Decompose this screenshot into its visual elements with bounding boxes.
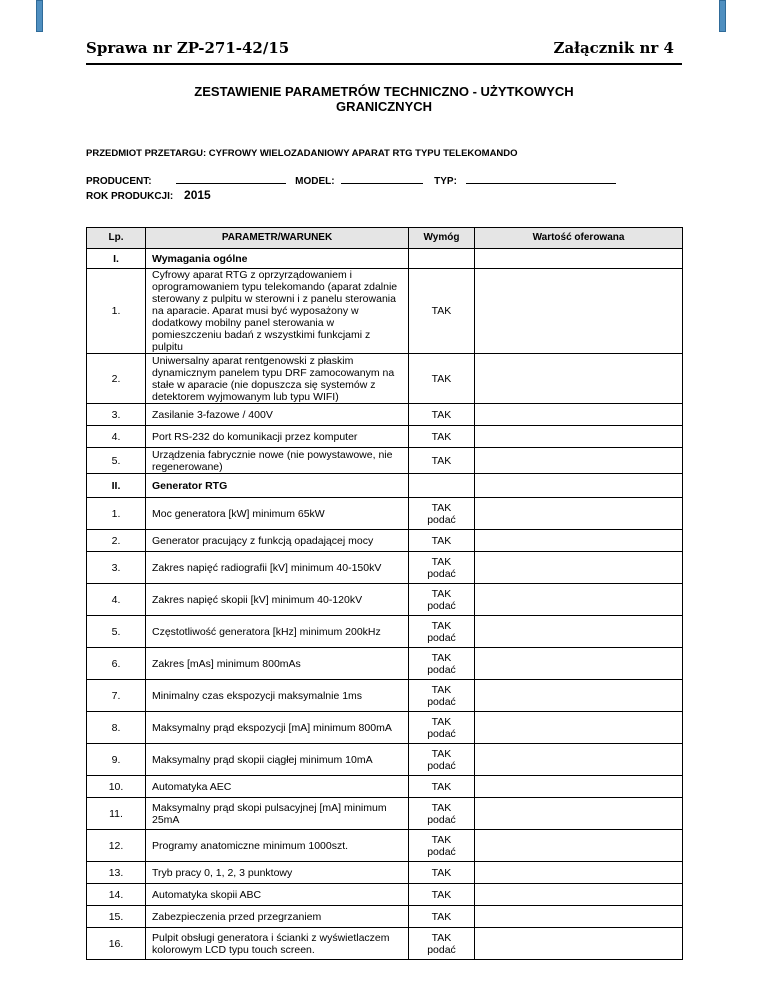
row-requirement: TAK [409, 776, 475, 798]
row-number: 7. [87, 680, 146, 712]
row-number: 3. [87, 552, 146, 584]
col-header-lp: Lp. [87, 228, 146, 249]
table-row [87, 776, 683, 798]
case-number: Sprawa nr ZP-271-42/15 [86, 39, 290, 57]
row-requirement: TAK podać [409, 680, 475, 712]
row-number: 14. [87, 884, 146, 906]
producer-line [86, 173, 616, 187]
attachment-number: Załącznik nr 4 [553, 39, 674, 57]
table-row [87, 448, 683, 474]
row-requirement [409, 249, 475, 269]
left-margin-bar [36, 0, 43, 32]
table-row [87, 862, 683, 884]
table-row [87, 498, 683, 530]
row-parameter: Moc generatora [kW] minimum 65kW [146, 498, 409, 530]
row-number: 4. [87, 584, 146, 616]
production-year-line [86, 188, 211, 202]
header-divider [86, 63, 682, 65]
row-number: I. [87, 249, 146, 269]
row-number: 16. [87, 928, 146, 960]
table-row [87, 906, 683, 928]
right-margin-bar [719, 0, 726, 32]
row-number: 2. [87, 530, 146, 552]
row-number: 8. [87, 712, 146, 744]
subject-value: CYFROWY WIELOZADANIOWY APARAT RTG TYPU TELEKOMANDO [208, 148, 518, 159]
row-parameter: Częstotliwość generatora [kHz] minimum 200kHz [146, 616, 409, 648]
table-row [87, 552, 683, 584]
row-requirement: TAK [409, 269, 475, 354]
row-requirement: TAK podać [409, 616, 475, 648]
model-field[interactable] [341, 173, 423, 184]
row-parameter: Port RS-232 do komunikacji przez komputer [146, 426, 409, 448]
row-offered-value[interactable] [475, 906, 683, 928]
row-parameter: Maksymalny prąd skopi pulsacyjnej [mA] minimum 25mA [146, 798, 409, 830]
row-offered-value[interactable] [475, 354, 683, 404]
table-row [87, 404, 683, 426]
row-number: 15. [87, 906, 146, 928]
row-number: 3. [87, 404, 146, 426]
table-row [87, 426, 683, 448]
row-offered-value[interactable] [475, 474, 683, 498]
row-number: 4. [87, 426, 146, 448]
row-requirement: TAK podać [409, 498, 475, 530]
row-offered-value[interactable] [475, 680, 683, 712]
row-requirement: TAK podać [409, 584, 475, 616]
table-row [87, 884, 683, 906]
row-requirement: TAK podać [409, 830, 475, 862]
table-section-row [87, 249, 683, 269]
row-requirement: TAK [409, 404, 475, 426]
row-offered-value[interactable] [475, 530, 683, 552]
col-header-offered-value: Wartość oferowana [475, 228, 683, 249]
row-requirement: TAK podać [409, 552, 475, 584]
row-number: 10. [87, 776, 146, 798]
row-parameter: Zasilanie 3-fazowe / 400V [146, 404, 409, 426]
row-parameter: Minimalny czas ekspozycji maksymalnie 1ms [146, 680, 409, 712]
row-offered-value[interactable] [475, 928, 683, 960]
row-number: 12. [87, 830, 146, 862]
col-header-parameter: PARAMETR/WARUNEK [146, 228, 409, 249]
row-parameter: Zakres napięć radiografii [kV] minimum 40-150kV [146, 552, 409, 584]
row-offered-value[interactable] [475, 404, 683, 426]
row-offered-value[interactable] [475, 426, 683, 448]
row-number: 5. [87, 616, 146, 648]
title-line-2: GRANICZNYCH [335, 99, 433, 114]
type-label: TYP: [434, 176, 457, 187]
document-title [86, 84, 682, 114]
type-field[interactable] [466, 173, 616, 184]
row-parameter: Uniwersalny aparat rentgenowski z płaskim dynamicznym panelem typu DRF zamocowanym na stałe w aparacie (nie dopuszcza się systemów z detektorem wyjmowanym lub typu WIFI) [146, 354, 409, 404]
title-line-1: ZESTAWIENIE PARAMETRÓW TECHNICZNO - UŻYTKOWYCH [194, 84, 574, 99]
row-parameter: Generator pracujący z funkcją opadającej mocy [146, 530, 409, 552]
row-offered-value[interactable] [475, 776, 683, 798]
table-row [87, 616, 683, 648]
row-requirement: TAK [409, 906, 475, 928]
row-offered-value[interactable] [475, 498, 683, 530]
row-offered-value[interactable] [475, 269, 683, 354]
subject-label: PRZEDMIOT PRZETARGU: [86, 148, 207, 159]
row-parameter: Urządzenia fabrycznie nowe (nie powystawowe, nie regenerowane) [146, 448, 409, 474]
row-requirement: TAK [409, 884, 475, 906]
row-parameter: Pulpit obsługi generatora i ścianki z wyświetlaczem kolorowym LCD typu touch screen. [146, 928, 409, 960]
row-offered-value[interactable] [475, 616, 683, 648]
row-offered-value[interactable] [475, 648, 683, 680]
table-row [87, 648, 683, 680]
row-parameter: Maksymalny prąd ekspozycji [mA] minimum 800mA [146, 712, 409, 744]
table-row [87, 712, 683, 744]
row-requirement: TAK [409, 354, 475, 404]
table-row [87, 530, 683, 552]
tender-subject [86, 148, 518, 159]
row-number: 2. [87, 354, 146, 404]
col-header-requirement: Wymóg [409, 228, 475, 249]
row-parameter: Maksymalny prąd skopii ciągłej minimum 10mA [146, 744, 409, 776]
table-row [87, 584, 683, 616]
row-number: 9. [87, 744, 146, 776]
row-requirement: TAK [409, 426, 475, 448]
row-offered-value[interactable] [475, 584, 683, 616]
row-parameter: Wymagania ogólne [146, 249, 409, 269]
row-number: II. [87, 474, 146, 498]
row-offered-value[interactable] [475, 552, 683, 584]
producer-label: PRODUCENT: [86, 176, 152, 187]
table-row [87, 680, 683, 712]
table-row [87, 354, 683, 404]
model-label: MODEL: [295, 176, 335, 187]
year-value: 2015 [184, 188, 211, 202]
row-parameter: Zabezpieczenia przed przegrzaniem [146, 906, 409, 928]
row-offered-value[interactable] [475, 744, 683, 776]
table-row [87, 269, 683, 354]
row-requirement: TAK podać [409, 928, 475, 960]
row-parameter: Automatyka skopii ABC [146, 884, 409, 906]
table-row [87, 798, 683, 830]
row-offered-value[interactable] [475, 712, 683, 744]
row-offered-value[interactable] [475, 862, 683, 884]
table-section-row [87, 474, 683, 498]
year-label: ROK PRODUKCJI: [86, 191, 174, 202]
row-requirement: TAK [409, 448, 475, 474]
row-requirement: TAK [409, 862, 475, 884]
row-number: 5. [87, 448, 146, 474]
row-offered-value[interactable] [475, 798, 683, 830]
row-parameter: Zakres napięć skopii [kV] minimum 40-120kV [146, 584, 409, 616]
row-parameter: Automatyka AEC [146, 776, 409, 798]
row-parameter: Cyfrowy aparat RTG z oprzyrządowaniem i oprogramowaniem typu telekomando (aparat zdalnie sterowany z pulpitu w sterowni i z panelu sterowania na aparacie. Aparat musi być wyposażony w dodatkowy mobilny panel sterowania w pomieszczeniu badań z wszystkimi funkcjami z pulpitu [146, 269, 409, 354]
row-number: 1. [87, 269, 146, 354]
table-row [87, 928, 683, 960]
table-row [87, 830, 683, 862]
row-parameter: Programy anatomiczne minimum 1000szt. [146, 830, 409, 862]
row-requirement: TAK podać [409, 798, 475, 830]
row-parameter: Zakres [mAs] minimum 800mAs [146, 648, 409, 680]
row-number: 6. [87, 648, 146, 680]
parameters-table [86, 227, 683, 960]
row-offered-value[interactable] [475, 448, 683, 474]
row-number: 13. [87, 862, 146, 884]
row-requirement [409, 474, 475, 498]
producer-field[interactable] [176, 173, 286, 184]
row-parameter: Generator RTG [146, 474, 409, 498]
row-requirement: TAK [409, 530, 475, 552]
row-requirement: TAK podać [409, 712, 475, 744]
table-row [87, 744, 683, 776]
row-number: 11. [87, 798, 146, 830]
row-offered-value[interactable] [475, 884, 683, 906]
row-number: 1. [87, 498, 146, 530]
table-header-row [87, 228, 683, 249]
row-offered-value[interactable] [475, 830, 683, 862]
row-parameter: Tryb pracy 0, 1, 2, 3 punktowy [146, 862, 409, 884]
row-requirement: TAK podać [409, 648, 475, 680]
row-offered-value[interactable] [475, 249, 683, 269]
row-requirement: TAK podać [409, 744, 475, 776]
